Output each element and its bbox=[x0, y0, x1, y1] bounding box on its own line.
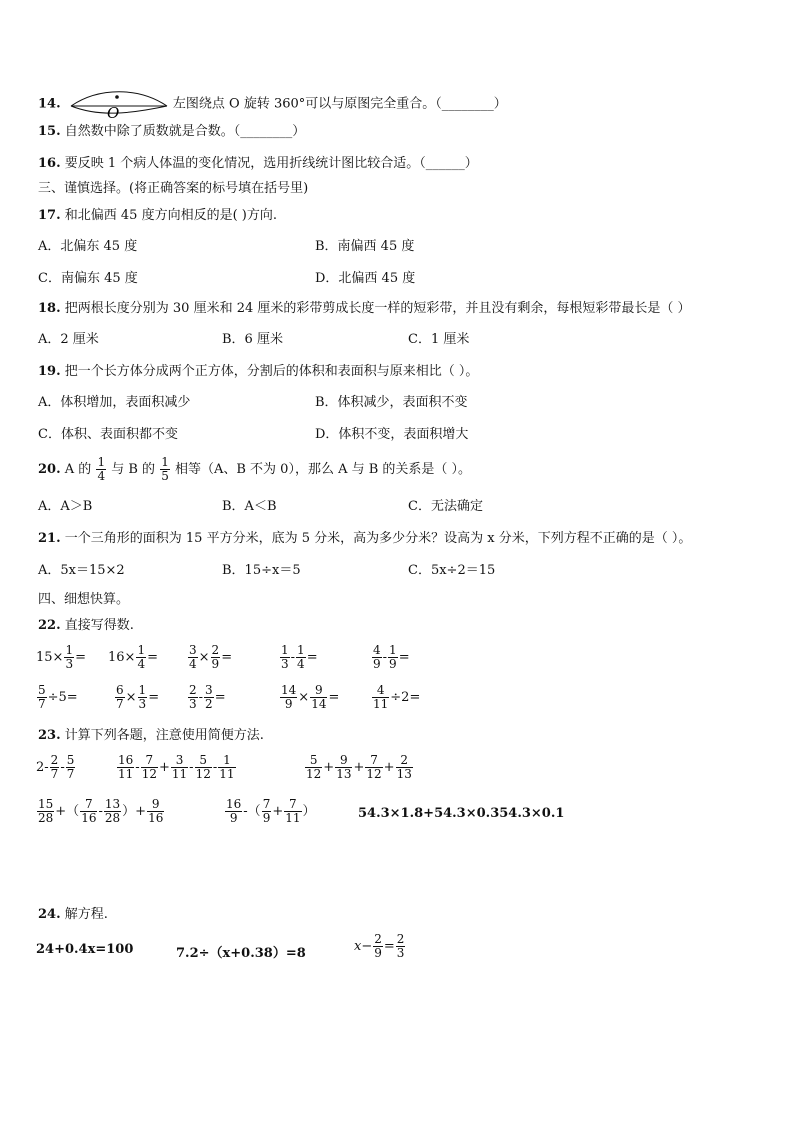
numerator: 16 bbox=[226, 797, 242, 811]
operator: - bbox=[98, 804, 103, 819]
denominator: 9 bbox=[374, 946, 382, 960]
denominator: 3 bbox=[281, 657, 289, 671]
question-21 bbox=[38, 530, 691, 548]
question-20 bbox=[38, 453, 471, 487]
fraction bbox=[104, 798, 121, 825]
question-14 bbox=[38, 89, 507, 119]
operator: - bbox=[212, 760, 218, 775]
q19-option-a[interactable]: A．体积增加，表面积减少 bbox=[38, 395, 191, 410]
fraction bbox=[204, 684, 214, 711]
equation-3 bbox=[354, 933, 406, 960]
numerator: 1 bbox=[297, 643, 305, 657]
question-number: 14. bbox=[38, 96, 61, 112]
equals-sign: = bbox=[328, 690, 340, 705]
denominator: 9 bbox=[389, 657, 397, 671]
mental-calc-item bbox=[187, 644, 232, 671]
numerator: 1 bbox=[97, 455, 106, 469]
numerator: 5 bbox=[305, 754, 322, 768]
numerator: 1 bbox=[138, 683, 147, 697]
operator: - bbox=[290, 650, 296, 665]
equals-sign: = bbox=[383, 939, 395, 954]
numerator: 1 bbox=[65, 643, 74, 657]
q19-option-c[interactable]: C．体积、表面积都不变 bbox=[38, 427, 178, 442]
denominator: 11 bbox=[285, 811, 301, 825]
denominator: 9 bbox=[229, 811, 238, 825]
section-4-heading: 四、细想快算。 bbox=[38, 592, 130, 607]
q17-option-c[interactable]: C．南偏东 45 度 bbox=[38, 271, 138, 286]
numerator: 7 bbox=[262, 797, 271, 811]
mental-calc-item bbox=[108, 644, 158, 671]
denominator: 7 bbox=[66, 767, 75, 781]
q21-option-a[interactable]: A．5x＝15×2 bbox=[38, 563, 125, 578]
fraction bbox=[136, 644, 146, 671]
fraction bbox=[280, 684, 297, 711]
mental-calc-item bbox=[36, 644, 86, 671]
numerator: 2 bbox=[189, 683, 197, 697]
q19-option-d[interactable]: D．体积不变，表面积增大 bbox=[315, 427, 469, 442]
question-number: 15. bbox=[38, 124, 61, 139]
question-text: 要反映 1 个病人体温的变化情况，选用折线统计图比较合适。（______） bbox=[64, 156, 478, 171]
fraction bbox=[225, 798, 242, 825]
expr-text: 15× bbox=[36, 650, 64, 665]
numerator: 3 bbox=[205, 683, 213, 697]
calc-expression-5 bbox=[224, 798, 316, 825]
denominator: 16 bbox=[148, 811, 164, 825]
operator: - bbox=[60, 760, 65, 775]
numerator: 1 bbox=[137, 643, 146, 657]
q17-option-a[interactable]: A．北偏东 45 度 bbox=[38, 239, 138, 254]
denominator: 11 bbox=[219, 767, 235, 781]
question-number: 21. bbox=[38, 531, 61, 546]
q18-option-c[interactable]: C．1 厘米 bbox=[408, 332, 470, 347]
operator: - bbox=[198, 690, 204, 705]
question-number: 17. bbox=[38, 208, 61, 223]
numerator: 5 bbox=[38, 683, 46, 697]
equals-sign: = bbox=[398, 650, 410, 665]
fraction bbox=[50, 754, 60, 781]
operator: - bbox=[189, 760, 194, 775]
calc-expression-1 bbox=[36, 754, 76, 781]
denominator: 13 bbox=[336, 767, 352, 781]
denominator: 5 bbox=[161, 469, 169, 483]
numerator: 9 bbox=[310, 684, 327, 698]
point-o-label: O bbox=[106, 104, 120, 119]
question-number: 23. bbox=[38, 728, 61, 743]
numerator: 13 bbox=[104, 797, 121, 811]
question-18 bbox=[38, 300, 691, 318]
q17-option-b[interactable]: B．南偏西 45 度 bbox=[315, 239, 415, 254]
numerator: 5 bbox=[66, 753, 75, 767]
fraction bbox=[280, 644, 290, 671]
numerator: 7 bbox=[80, 798, 97, 812]
question-text: 计算下列各题，注意使用简便方法. bbox=[64, 728, 264, 743]
mental-calc-item bbox=[279, 684, 339, 711]
denominator: 28 bbox=[38, 811, 54, 825]
denominator: 9 bbox=[211, 657, 220, 671]
denominator: 3 bbox=[396, 946, 405, 960]
question-number: 24. bbox=[38, 907, 61, 922]
question-23 bbox=[38, 727, 264, 745]
calc-expression-3 bbox=[304, 754, 414, 781]
fraction bbox=[147, 798, 164, 825]
operator: ）+ bbox=[122, 804, 147, 819]
mental-calc-item bbox=[187, 684, 226, 711]
operator: - bbox=[135, 760, 140, 775]
calc-expression-6: 54.3×1.8+54.3×0.354.3×0.1 bbox=[358, 806, 565, 821]
denominator: 12 bbox=[141, 767, 157, 781]
denominator: 12 bbox=[195, 767, 211, 781]
fraction bbox=[388, 644, 398, 671]
fraction bbox=[117, 754, 134, 781]
denominator: 2 bbox=[205, 697, 213, 711]
fraction bbox=[141, 754, 158, 781]
operator: ） bbox=[302, 804, 316, 819]
fraction bbox=[211, 644, 221, 671]
operator: + bbox=[323, 760, 335, 775]
equals-sign: = bbox=[148, 690, 160, 705]
operator: + bbox=[272, 804, 284, 819]
fraction bbox=[373, 933, 383, 960]
fraction bbox=[305, 754, 322, 781]
fraction bbox=[396, 933, 406, 960]
numerator: 16 bbox=[118, 753, 134, 767]
fraction bbox=[171, 754, 188, 781]
q21-option-b[interactable]: B．15÷x＝5 bbox=[222, 563, 301, 578]
question-text: 把一个长方体分成两个正方体，分割后的体积和表面积与原来相比（ ）。 bbox=[64, 364, 479, 379]
mental-calc-item bbox=[371, 644, 410, 671]
mental-calc-item bbox=[114, 684, 159, 711]
question-22 bbox=[38, 617, 134, 635]
denominator: 7 bbox=[116, 697, 124, 711]
numerator: 2 bbox=[374, 932, 382, 946]
question-number: 22. bbox=[38, 618, 61, 633]
question-text: 解方程. bbox=[64, 907, 108, 922]
question-number: 16. bbox=[38, 156, 61, 171]
operator: - bbox=[382, 650, 388, 665]
numerator: 6 bbox=[116, 683, 124, 697]
denominator: 12 bbox=[366, 767, 382, 781]
denominator: 9 bbox=[373, 657, 381, 671]
denominator: 3 bbox=[138, 697, 147, 711]
fraction bbox=[160, 456, 170, 483]
expr-text: x− bbox=[354, 939, 373, 954]
denominator: 13 bbox=[396, 767, 412, 781]
equals-sign: = bbox=[221, 650, 233, 665]
operator: + bbox=[158, 760, 170, 775]
operator: × bbox=[125, 690, 137, 705]
question-text: 相等（A、B 不为 0），那么 A 与 B 的关系是（ ）。 bbox=[174, 462, 472, 477]
operator: × bbox=[198, 650, 210, 665]
q17-option-d[interactable]: D．北偏西 45 度 bbox=[315, 271, 416, 286]
expr-text: 16× bbox=[108, 650, 136, 665]
numerator: 7 bbox=[284, 798, 301, 812]
fraction bbox=[115, 684, 125, 711]
question-number: 18. bbox=[38, 301, 61, 316]
numerator: 1 bbox=[161, 455, 169, 469]
denominator: 3 bbox=[65, 657, 74, 671]
fraction bbox=[284, 798, 301, 825]
numerator: 9 bbox=[147, 798, 164, 812]
numerator: 5 bbox=[195, 754, 212, 768]
operator: -（ bbox=[243, 804, 261, 819]
fraction bbox=[64, 644, 74, 671]
denominator: 9 bbox=[284, 697, 293, 711]
operator: +（ bbox=[55, 804, 80, 819]
denominator: 3 bbox=[189, 697, 197, 711]
fraction bbox=[365, 754, 382, 781]
q20-option-c[interactable]: C．无法确定 bbox=[408, 499, 483, 514]
fraction bbox=[335, 754, 352, 781]
denominator: 7 bbox=[50, 767, 59, 781]
numerator: 9 bbox=[335, 754, 352, 768]
question-text: 一个三角形的面积为 15 平方分米，底为 5 分米，高为多少分米？设高为 x 分米，下列方程不正确的是（ ）。 bbox=[64, 531, 692, 546]
numerator: 4 bbox=[373, 643, 381, 657]
mental-calc-item bbox=[36, 684, 78, 711]
question-text: 直接写得数. bbox=[64, 618, 134, 633]
numerator: 15 bbox=[38, 797, 54, 811]
mental-calc-item bbox=[371, 684, 420, 711]
question-text: 和北偏西 45 度方向相反的是( )方向. bbox=[64, 208, 277, 223]
q21-option-c[interactable]: C．5x÷2＝15 bbox=[408, 563, 496, 578]
numerator: 2 bbox=[211, 643, 220, 657]
denominator: 11 bbox=[373, 697, 389, 711]
numerator: 2 bbox=[50, 753, 59, 767]
fraction bbox=[37, 798, 54, 825]
fraction bbox=[218, 754, 235, 781]
denominator: 9 bbox=[262, 811, 271, 825]
calc-expression-2 bbox=[116, 754, 237, 781]
denominator: 4 bbox=[297, 657, 305, 671]
q20-option-b[interactable]: B．A＜B bbox=[222, 499, 277, 514]
question-15 bbox=[38, 123, 305, 141]
denominator: 14 bbox=[311, 697, 327, 711]
denominator: 12 bbox=[306, 767, 322, 781]
operator: × bbox=[298, 690, 310, 705]
denominator: 11 bbox=[118, 767, 134, 781]
fraction bbox=[138, 684, 148, 711]
denominator: 4 bbox=[189, 657, 197, 671]
numerator: 1 bbox=[389, 643, 397, 657]
numerator: 7 bbox=[141, 754, 158, 768]
fraction bbox=[396, 754, 413, 781]
mental-calc-item bbox=[279, 644, 318, 671]
numerator: 3 bbox=[189, 643, 197, 657]
q19-option-b[interactable]: B．体积减少，表面积不变 bbox=[315, 395, 468, 410]
question-text: 与 B 的 bbox=[111, 462, 156, 477]
operator: + bbox=[353, 760, 365, 775]
numerator: 3 bbox=[171, 754, 188, 768]
numerator: 2 bbox=[396, 932, 405, 946]
fraction bbox=[188, 684, 198, 711]
rotation-figure bbox=[69, 89, 169, 119]
equals-sign: = bbox=[147, 650, 158, 665]
q20-option-a[interactable]: A．A＞B bbox=[38, 499, 93, 514]
equals-sign: = bbox=[75, 650, 86, 665]
question-number: 20. bbox=[38, 462, 61, 477]
question-text: 自然数中除了质数就是合数。（________） bbox=[64, 124, 306, 139]
fraction bbox=[188, 644, 198, 671]
equation-2: 7.2÷（x+0.38）=8 bbox=[176, 946, 306, 961]
question-text: A 的 bbox=[64, 462, 92, 477]
denominator: 11 bbox=[171, 767, 188, 781]
numerator: 2 bbox=[396, 754, 413, 768]
numerator: 1 bbox=[281, 643, 289, 657]
fraction bbox=[80, 798, 97, 825]
expr-text: 2- bbox=[36, 760, 49, 775]
question-text: 左图绕点 O 旋转 360°可以与原图完全重合。（________） bbox=[172, 96, 507, 112]
calc-expression-4 bbox=[36, 798, 165, 825]
equals-sign: = bbox=[306, 650, 318, 665]
fraction bbox=[262, 798, 272, 825]
fraction bbox=[372, 644, 382, 671]
fraction bbox=[195, 754, 212, 781]
fraction bbox=[66, 754, 76, 781]
expr-text: ÷5= bbox=[47, 690, 78, 705]
fraction bbox=[310, 684, 327, 711]
question-text: 把两根长度分别为 30 厘米和 24 厘米的彩带剪成长度一样的短彩带，并且没有剩余，每根短彩带最长是（ ） bbox=[64, 301, 691, 316]
numerator: 7 bbox=[365, 754, 382, 768]
denominator: 16 bbox=[81, 811, 97, 825]
denominator: 4 bbox=[137, 657, 146, 671]
numerator: 14 bbox=[281, 683, 297, 697]
question-19 bbox=[38, 363, 478, 381]
equation-1: 24+0.4x=100 bbox=[36, 942, 134, 957]
question-number: 19. bbox=[38, 364, 61, 379]
fraction bbox=[37, 684, 47, 711]
fraction bbox=[372, 684, 389, 711]
q18-option-b[interactable]: B．6 厘米 bbox=[222, 332, 283, 347]
numerator: 1 bbox=[218, 754, 235, 768]
fraction bbox=[296, 644, 306, 671]
numerator: 4 bbox=[372, 684, 389, 698]
equals-sign: = bbox=[214, 690, 226, 705]
denominator: 4 bbox=[97, 469, 106, 483]
fraction bbox=[96, 456, 106, 483]
q18-option-a[interactable]: A．2 厘米 bbox=[38, 332, 99, 347]
question-17 bbox=[38, 207, 277, 225]
section-3-heading: 三、谨慎选择。(将正确答案的标号填在括号里) bbox=[38, 181, 309, 196]
denominator: 28 bbox=[104, 811, 121, 825]
denominator: 7 bbox=[38, 697, 46, 711]
question-16 bbox=[38, 155, 478, 173]
question-24 bbox=[38, 906, 108, 924]
expr-text: ÷2= bbox=[390, 690, 421, 705]
operator: + bbox=[383, 760, 395, 775]
